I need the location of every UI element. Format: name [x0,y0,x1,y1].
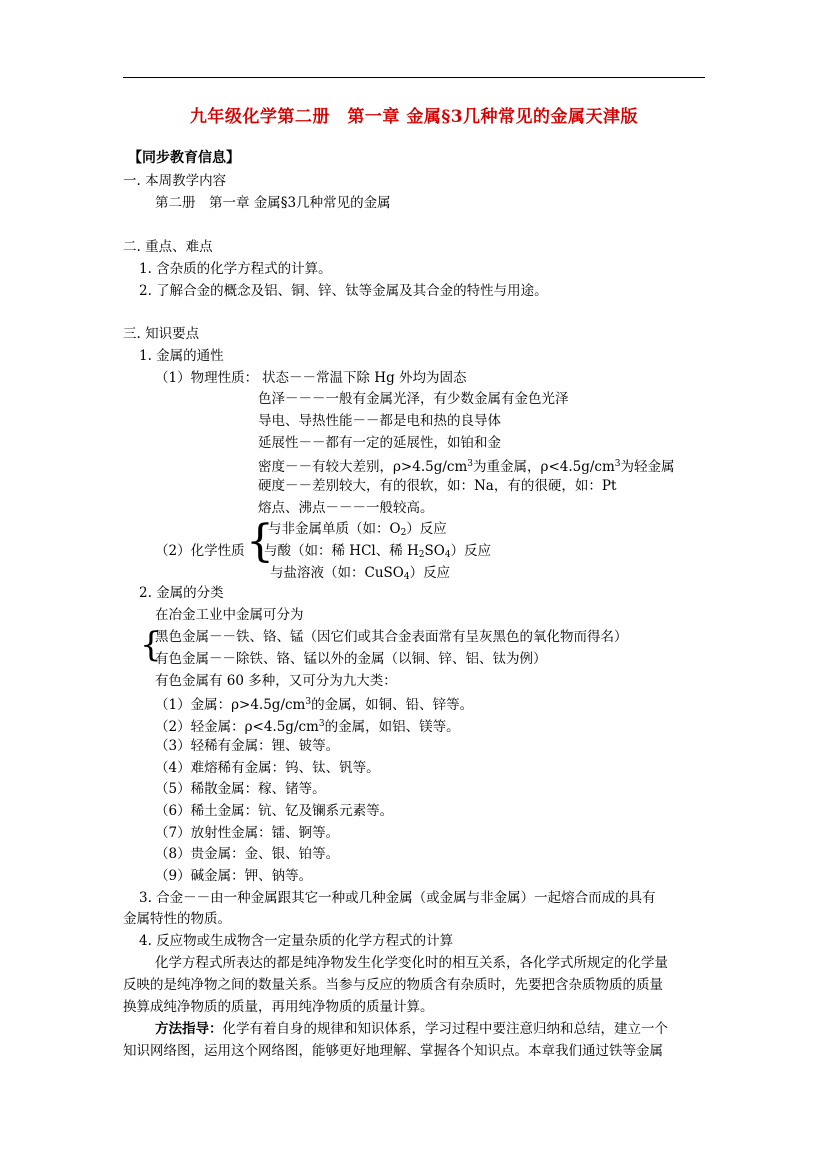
section-1-heading: 一. 本周教学内容 [123,173,227,189]
metal-class: （4）难熔稀有金属：钨、钛、钒等。 [155,760,380,776]
point-1-heading: 1. 金属的通性 [139,348,224,364]
header-rule [123,77,705,78]
chemical-property: 与盐溶液（如：CuSO$_4$）反应 [270,565,451,582]
metal-class: （2）轻金属：$\rho<4.5g/cm^3$的金属，如铝、镁等。 [155,719,460,735]
metal-class: （6）稀土金属：钪、钇及镧系元素等。 [155,803,394,819]
point-4-heading: 4. 反应物或生成物含一定量杂质的化学方程式的计算 [139,933,454,949]
metal-class: （7）放射性金属：镭、锕等。 [155,825,340,841]
nonferrous-count: 有色金属有 60 多种，又可分为九大类： [155,673,397,689]
physical-property: 状态－－常温下除 Hg 外均为固态 [262,370,467,386]
metal-class: （3）轻稀有金属：锂、铍等。 [155,738,340,754]
physical-property: 导电、导热性能－－都是电和热的良导体 [258,413,501,429]
section-1-content: 第二册 第一章 金属§3几种常见的金属 [155,195,391,211]
document-title: 九年级化学第二册 第一章 金属§3几种常见的金属天津版 [189,107,639,127]
chemical-properties-label: （2）化学性质 [155,543,245,559]
chem-brace: { [246,516,274,567]
section-2-heading: 二. 重点、难点 [123,239,213,255]
metal-class: （5）稀散金属：稼、锗等。 [155,781,326,797]
method-label: 方法指导： [155,1021,223,1037]
section-2-item: 1. 含杂质的化学方程式的计算。 [139,261,332,277]
nonferrous-metals: 有色金属－－除铁、铬、锰以外的金属（以铜、锌、铝、钛为例） [155,651,547,667]
alloy-definition-cont: 金属特性的物质。 [123,911,231,927]
method-guidance: 方法指导：化学有着自身的规律和知识体系，学习过程中要注意归纳和总结，建立一个 [155,1021,668,1037]
classification-intro: 在冶金工业中金属可分为 [155,607,304,623]
section-2-item: 2. 了解合金的概念及铝、铜、锌、钛等金属及其合金的特性与用途。 [139,283,548,299]
paragraph-line: 化学方程式所表达的都是纯净物发生化学变化时的相互关系，各化学式所规定的化学量 [155,955,668,971]
metal-class: （9）碱金属：钾、钠等。 [155,868,313,884]
section-3-heading: 三. 知识要点 [123,326,200,342]
method-guidance-cont: 知识网络图，运用这个网络图，能够更好地理解、掌握各个知识点。本章我们通过铁等金属 [123,1043,663,1059]
point-2-heading: 2. 金属的分类 [139,585,224,601]
paragraph-line: 反映的是纯净物之间的数量关系。当参与反应的物质含有杂质时，先要把含杂质物质的质量 [123,977,663,993]
physical-property: 硬度－－差别较大，有的很软，如：Na，有的很硬，如：Pt [258,478,617,494]
physical-properties-label: （1）物理性质： [155,370,259,386]
section-header: 【同步教育信息】 [128,150,240,166]
physical-property: 熔点、沸点－－－一般较高。 [258,500,434,516]
density-property: 密度－－有较大差别，$\rho>4.5g/cm^3$为重金属，$\rho<4.5g/cm^3$为轻金属 [258,459,675,475]
physical-property: 延展性－－都有一定的延展性，如铂和金 [258,435,501,451]
chemical-property: 与非金属单质（如：$O_2$）反应 [268,521,447,538]
metal-class: （1）金属：$\rho>4.5g/cm^3$的金属，如铜、铅、锌等。 [155,697,474,713]
classification-brace: { [140,625,162,665]
chemical-property: 与酸（如：稀 HCl、稀 $H_2SO_4$）反应 [264,543,492,560]
ferrous-metals: 黑色金属－－铁、铬、锰（因它们或其合金表面常有呈灰黑色的氧化物而得名） [155,629,628,645]
metal-class: （8）贵金属：金、银、铂等。 [155,846,340,862]
alloy-definition: 3. 合金－－由一种金属跟其它一种或几种金属（或金属与非金属）一起熔合而成的具有 [139,890,656,906]
physical-property: 色泽－－－一般有金属光泽，有少数金属有金色光泽 [258,391,569,407]
paragraph-line: 换算成纯净物质的质量，再用纯净物质的质量计算。 [123,999,434,1015]
